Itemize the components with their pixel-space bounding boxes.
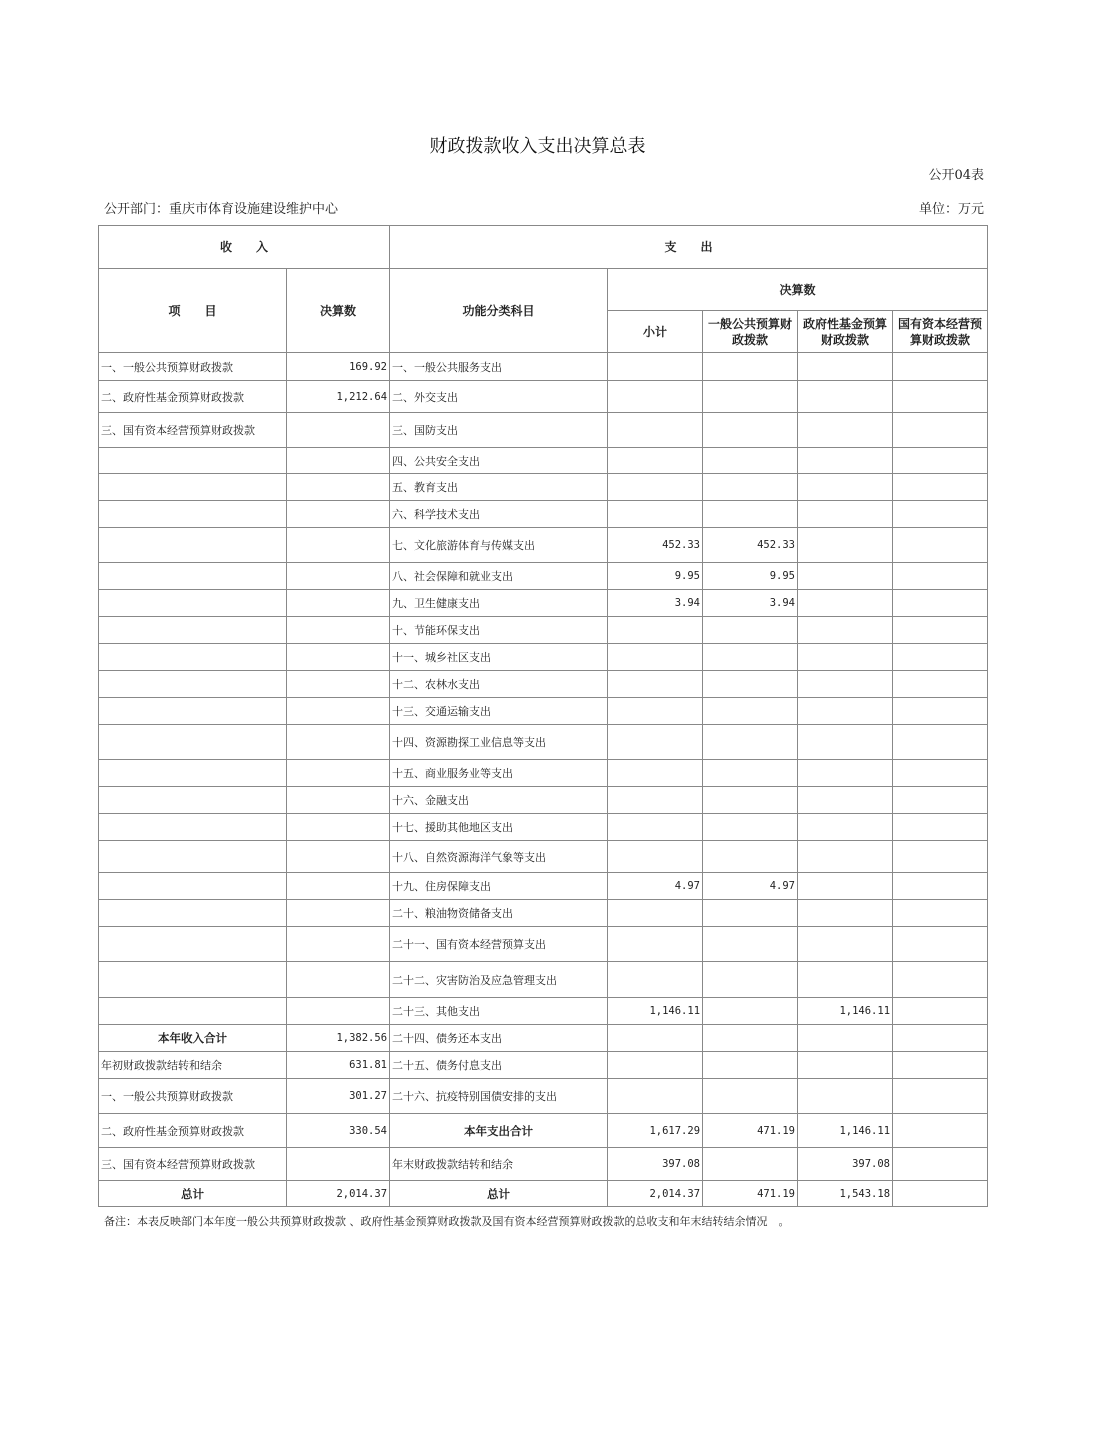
subtotal-cell xyxy=(608,413,703,448)
state-capital-cell xyxy=(893,474,988,501)
table-row xyxy=(99,1079,988,1114)
form-number: 公开04表 xyxy=(928,168,984,183)
expense-item-cell: 二、外交支出 xyxy=(390,381,608,413)
income-amount-cell xyxy=(287,787,390,814)
table-row xyxy=(99,474,988,501)
general-budget-cell xyxy=(703,1025,798,1052)
gov-fund-cell: 1,146.11 xyxy=(798,1114,893,1148)
gov-fund-cell xyxy=(798,1079,893,1114)
state-capital-cell xyxy=(893,1181,988,1207)
gov-fund-cell xyxy=(798,873,893,900)
gov-fund-cell: 1,146.11 xyxy=(798,998,893,1025)
income-amount-cell xyxy=(287,998,390,1025)
table-row xyxy=(99,787,988,814)
subtotal-cell: 9.95 xyxy=(608,563,703,590)
income-item-cell: 二、政府性基金预算财政拨款 xyxy=(99,381,287,413)
table-row xyxy=(99,1025,988,1052)
expense-item-cell: 十八、自然资源海洋气象等支出 xyxy=(390,841,608,873)
income-item-cell: 本年收入合计 xyxy=(99,1025,287,1052)
expense-item-cell: 七、文化旅游体育与传媒支出 xyxy=(390,528,608,563)
income-item-cell: 一、一般公共预算财政拨款 xyxy=(99,353,287,381)
general-budget-cell xyxy=(703,814,798,841)
expense-item-cell: 十六、金融支出 xyxy=(390,787,608,814)
gov-fund-cell xyxy=(798,448,893,474)
subtotal-cell: 3.94 xyxy=(608,590,703,617)
table-row xyxy=(99,900,988,927)
table-row xyxy=(99,873,988,900)
state-capital-cell xyxy=(893,590,988,617)
income-item-cell xyxy=(99,760,287,787)
general-budget-cell: 4.97 xyxy=(703,873,798,900)
expense-item-cell: 十七、援助其他地区支出 xyxy=(390,814,608,841)
gov-fund-cell xyxy=(798,1052,893,1079)
state-capital-cell xyxy=(893,998,988,1025)
general-budget-cell xyxy=(703,725,798,760)
gov-fund-cell xyxy=(798,617,893,644)
income-item-cell: 总计 xyxy=(99,1181,287,1207)
expense-item-cell: 一、一般公共服务支出 xyxy=(390,353,608,381)
table-row xyxy=(99,528,988,563)
subtotal-header: 小计 xyxy=(608,311,703,353)
general-budget-cell xyxy=(703,474,798,501)
subtotal-cell: 397.08 xyxy=(608,1148,703,1181)
state-capital-cell xyxy=(893,528,988,563)
income-amount-cell xyxy=(287,962,390,998)
gov-fund-cell xyxy=(798,841,893,873)
income-amount-cell xyxy=(287,590,390,617)
income-amount-cell xyxy=(287,671,390,698)
income-amount-cell: 2,014.37 xyxy=(287,1181,390,1207)
income-item-cell xyxy=(99,841,287,873)
gov-fund-cell xyxy=(798,814,893,841)
income-item-cell: 三、国有资本经营预算财政拨款 xyxy=(99,1148,287,1181)
income-amount-cell xyxy=(287,725,390,760)
table-row xyxy=(99,563,988,590)
gov-fund-cell xyxy=(798,698,893,725)
gov-fund-cell xyxy=(798,1025,893,1052)
state-capital-cell xyxy=(893,1052,988,1079)
income-amount-cell xyxy=(287,474,390,501)
general-budget-cell xyxy=(703,927,798,962)
gov-fund-cell xyxy=(798,413,893,448)
expense-item-cell: 十、节能环保支出 xyxy=(390,617,608,644)
gov-fund-cell xyxy=(798,900,893,927)
expense-item-cell: 二十六、抗疫特别国债安排的支出 xyxy=(390,1079,608,1114)
income-amount-cell xyxy=(287,873,390,900)
state-capital-cell xyxy=(893,698,988,725)
subtotal-cell: 2,014.37 xyxy=(608,1181,703,1207)
gov-fund-cell xyxy=(798,474,893,501)
income-item-cell xyxy=(99,617,287,644)
table-row xyxy=(99,448,988,474)
general-budget-cell xyxy=(703,448,798,474)
unit-label: 单位：万元 xyxy=(918,202,984,217)
expense-item-cell: 八、社会保障和就业支出 xyxy=(390,563,608,590)
income-header: 收 入 xyxy=(99,226,390,269)
subtotal-cell xyxy=(608,381,703,413)
income-amount-cell xyxy=(287,841,390,873)
expense-item-cell: 二十二、灾害防治及应急管理支出 xyxy=(390,962,608,998)
gov-fund-cell xyxy=(798,962,893,998)
gov-fund-cell xyxy=(798,528,893,563)
expense-item-cell: 十三、交通运输支出 xyxy=(390,698,608,725)
general-budget-cell xyxy=(703,671,798,698)
subtotal-cell xyxy=(608,501,703,528)
general-budget-cell xyxy=(703,644,798,671)
income-item-cell xyxy=(99,501,287,528)
general-budget-cell xyxy=(703,900,798,927)
expense-item-cell: 年末财政拨款结转和结余 xyxy=(390,1148,608,1181)
state-capital-cell xyxy=(893,814,988,841)
expense-item-cell: 五、教育支出 xyxy=(390,474,608,501)
state-capital-cell xyxy=(893,1148,988,1181)
general-budget-cell xyxy=(703,998,798,1025)
income-amount-cell: 1,382.56 xyxy=(287,1025,390,1052)
state-capital-cell xyxy=(893,725,988,760)
general-budget-cell xyxy=(703,787,798,814)
expense-item-cell: 二十五、债务付息支出 xyxy=(390,1052,608,1079)
table-row xyxy=(99,501,988,528)
state-capital-cell xyxy=(893,927,988,962)
page-title: 财政拨款收入支出决算总表 xyxy=(429,136,646,157)
income-amount-cell xyxy=(287,644,390,671)
table-row xyxy=(99,927,988,962)
income-item-cell: 一、一般公共预算财政拨款 xyxy=(99,1079,287,1114)
income-item-cell xyxy=(99,698,287,725)
subtotal-cell xyxy=(608,900,703,927)
table-row xyxy=(99,1114,988,1148)
income-amount-cell xyxy=(287,501,390,528)
subtotal-cell: 4.97 xyxy=(608,873,703,900)
table-row xyxy=(99,814,988,841)
income-item-cell xyxy=(99,448,287,474)
income-item-cell: 三、国有资本经营预算财政拨款 xyxy=(99,413,287,448)
expense-item-cell: 十九、住房保障支出 xyxy=(390,873,608,900)
table-row xyxy=(99,962,988,998)
subtotal-cell xyxy=(608,927,703,962)
table-row xyxy=(99,725,988,760)
gov-fund-cell xyxy=(798,563,893,590)
income-item-cell xyxy=(99,927,287,962)
income-amount-cell xyxy=(287,528,390,563)
state-capital-cell xyxy=(893,617,988,644)
income-amount-cell xyxy=(287,927,390,962)
state-capital-cell xyxy=(893,962,988,998)
expense-item-cell: 十五、商业服务业等支出 xyxy=(390,760,608,787)
expense-header: 支 出 xyxy=(390,226,988,269)
income-item-cell: 二、政府性基金预算财政拨款 xyxy=(99,1114,287,1148)
gov-fund-cell xyxy=(798,353,893,381)
subtotal-cell xyxy=(608,1052,703,1079)
state-capital-cell xyxy=(893,644,988,671)
general-budget-cell xyxy=(703,501,798,528)
expense-item-cell: 十一、城乡社区支出 xyxy=(390,644,608,671)
final-amount-header: 决算数 xyxy=(608,269,988,311)
state-capital-cell xyxy=(893,900,988,927)
expense-item-cell: 二十、粮油物资储备支出 xyxy=(390,900,608,927)
general-budget-cell xyxy=(703,617,798,644)
income-amount-cell xyxy=(287,698,390,725)
gov-fund-cell xyxy=(798,760,893,787)
gov-fund-cell xyxy=(798,644,893,671)
income-amount-cell xyxy=(287,814,390,841)
final-accounts-table xyxy=(98,225,988,1207)
expense-item-cell: 六、科学技术支出 xyxy=(390,501,608,528)
subtotal-cell xyxy=(608,644,703,671)
income-item-cell xyxy=(99,725,287,760)
table-row xyxy=(99,353,988,381)
subtotal-cell xyxy=(608,1025,703,1052)
general-budget-header: 一般公共预算财政拨款 xyxy=(703,311,798,353)
income-amount-cell: 330.54 xyxy=(287,1114,390,1148)
table-row xyxy=(99,998,988,1025)
income-item-cell xyxy=(99,671,287,698)
footnote: 备注：本表反映部门本年度一般公共预算财政拨款 、政府性基金预算财政拨款及国有资本经营预算财政拨款的总收支和年末结转结余情况 。 xyxy=(104,1215,790,1228)
gov-fund-cell xyxy=(798,381,893,413)
gov-fund-header: 政府性基金预算财政拨款 xyxy=(798,311,893,353)
department-label: 公开部门：重庆市体育设施建设维护中心 xyxy=(104,202,339,217)
general-budget-cell xyxy=(703,1148,798,1181)
state-capital-cell xyxy=(893,1114,988,1148)
function-category-header: 功能分类科目 xyxy=(390,269,608,353)
state-capital-cell xyxy=(893,1025,988,1052)
state-capital-cell xyxy=(893,1079,988,1114)
state-capital-cell xyxy=(893,671,988,698)
table-row xyxy=(99,671,988,698)
gov-fund-cell xyxy=(798,671,893,698)
state-capital-cell xyxy=(893,381,988,413)
income-item-cell xyxy=(99,590,287,617)
income-amount-cell: 169.92 xyxy=(287,353,390,381)
table-row xyxy=(99,1181,988,1207)
income-amount-cell xyxy=(287,1148,390,1181)
general-budget-cell: 9.95 xyxy=(703,563,798,590)
table-row xyxy=(99,381,988,413)
state-capital-cell xyxy=(893,841,988,873)
subtotal-cell xyxy=(608,1079,703,1114)
income-item-cell xyxy=(99,474,287,501)
expense-item-cell: 三、国防支出 xyxy=(390,413,608,448)
subtotal-cell xyxy=(608,841,703,873)
state-capital-header: 国有资本经营预算财政拨款 xyxy=(893,311,988,353)
amount-header: 决算数 xyxy=(287,269,390,353)
gov-fund-cell: 397.08 xyxy=(798,1148,893,1181)
income-item-cell xyxy=(99,528,287,563)
income-item-cell: 年初财政拨款结转和结余 xyxy=(99,1052,287,1079)
income-item-cell xyxy=(99,998,287,1025)
income-amount-cell xyxy=(287,413,390,448)
general-budget-cell: 3.94 xyxy=(703,590,798,617)
item-header: 项 目 xyxy=(99,269,287,353)
subtotal-cell xyxy=(608,698,703,725)
income-item-cell xyxy=(99,873,287,900)
subtotal-cell xyxy=(608,787,703,814)
subtotal-cell xyxy=(608,617,703,644)
expense-item-cell: 总计 xyxy=(390,1181,608,1207)
expense-item-cell: 本年支出合计 xyxy=(390,1114,608,1148)
subtotal-cell xyxy=(608,725,703,760)
subtotal-cell: 1,617.29 xyxy=(608,1114,703,1148)
general-budget-cell: 452.33 xyxy=(703,528,798,563)
gov-fund-cell: 1,543.18 xyxy=(798,1181,893,1207)
general-budget-cell xyxy=(703,760,798,787)
subtotal-cell xyxy=(608,814,703,841)
table-row xyxy=(99,590,988,617)
income-amount-cell xyxy=(287,448,390,474)
general-budget-cell xyxy=(703,381,798,413)
general-budget-cell xyxy=(703,1052,798,1079)
gov-fund-cell xyxy=(798,501,893,528)
subtotal-cell xyxy=(608,353,703,381)
general-budget-cell xyxy=(703,353,798,381)
subtotal-cell xyxy=(608,962,703,998)
expense-item-cell: 九、卫生健康支出 xyxy=(390,590,608,617)
general-budget-cell: 471.19 xyxy=(703,1181,798,1207)
income-amount-cell: 631.81 xyxy=(287,1052,390,1079)
gov-fund-cell xyxy=(798,590,893,617)
state-capital-cell xyxy=(893,873,988,900)
state-capital-cell xyxy=(893,413,988,448)
table-row xyxy=(99,760,988,787)
expense-item-cell: 十二、农林水支出 xyxy=(390,671,608,698)
table-row xyxy=(99,1052,988,1079)
expense-item-cell: 二十四、债务还本支出 xyxy=(390,1025,608,1052)
expense-item-cell: 四、公共安全支出 xyxy=(390,448,608,474)
expense-item-cell: 十四、资源勘探工业信息等支出 xyxy=(390,725,608,760)
gov-fund-cell xyxy=(798,927,893,962)
subtotal-cell xyxy=(608,448,703,474)
subtotal-cell xyxy=(608,671,703,698)
income-item-cell xyxy=(99,900,287,927)
subtotal-cell xyxy=(608,760,703,787)
income-amount-cell xyxy=(287,760,390,787)
income-item-cell xyxy=(99,563,287,590)
table-row xyxy=(99,413,988,448)
table-row xyxy=(99,841,988,873)
state-capital-cell xyxy=(893,563,988,590)
table-row xyxy=(99,617,988,644)
income-amount-cell xyxy=(287,563,390,590)
general-budget-cell xyxy=(703,698,798,725)
general-budget-cell xyxy=(703,413,798,448)
income-amount-cell xyxy=(287,900,390,927)
general-budget-cell: 471.19 xyxy=(703,1114,798,1148)
subtotal-cell: 452.33 xyxy=(608,528,703,563)
general-budget-cell xyxy=(703,962,798,998)
income-item-cell xyxy=(99,814,287,841)
state-capital-cell xyxy=(893,448,988,474)
gov-fund-cell xyxy=(798,725,893,760)
general-budget-cell xyxy=(703,1079,798,1114)
subtotal-cell: 1,146.11 xyxy=(608,998,703,1025)
state-capital-cell xyxy=(893,760,988,787)
income-item-cell xyxy=(99,644,287,671)
state-capital-cell xyxy=(893,787,988,814)
income-amount-cell: 301.27 xyxy=(287,1079,390,1114)
income-amount-cell xyxy=(287,617,390,644)
gov-fund-cell xyxy=(798,787,893,814)
state-capital-cell xyxy=(893,353,988,381)
table-row xyxy=(99,644,988,671)
expense-item-cell: 二十一、国有资本经营预算支出 xyxy=(390,927,608,962)
table-row xyxy=(99,698,988,725)
income-item-cell xyxy=(99,962,287,998)
general-budget-cell xyxy=(703,841,798,873)
income-item-cell xyxy=(99,787,287,814)
table-row xyxy=(99,1148,988,1181)
expense-item-cell: 二十三、其他支出 xyxy=(390,998,608,1025)
state-capital-cell xyxy=(893,501,988,528)
income-amount-cell: 1,212.64 xyxy=(287,381,390,413)
subtotal-cell xyxy=(608,474,703,501)
